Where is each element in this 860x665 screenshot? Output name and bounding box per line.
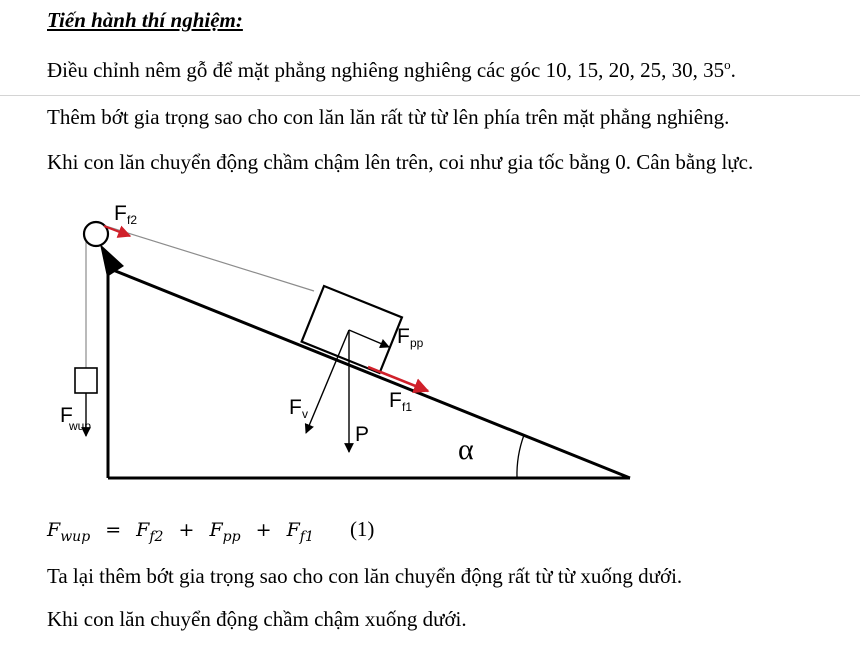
fv-label-main: F (289, 396, 302, 419)
p-label: P (355, 423, 370, 446)
alpha-label: α (458, 433, 474, 466)
fpp-label-sub: pp (410, 336, 424, 350)
eq-term-ff2-main: F (136, 519, 150, 541)
degree-superscript: o (724, 57, 731, 72)
eq-term-ff1 (286, 519, 314, 545)
hanging-weight (75, 368, 97, 393)
paragraph-balance-up: Khi con lăn chuyển động chầm chậm lên trên, coi như gia tốc bằng 0. Cân bằng lực. (47, 150, 754, 174)
paragraph-angles (47, 52, 736, 83)
eq-lhs-main: F (47, 519, 61, 541)
pulley-string-incline (99, 224, 314, 291)
ff1-label-main: F (389, 389, 402, 412)
paragraph-move-down: Khi con lăn chuyển động chầm chậm xuống dưới. (47, 607, 467, 631)
ff2-label-sub: f2 (127, 213, 138, 227)
fv-label-sub: v (302, 407, 308, 421)
eq-number: (1) (349, 517, 375, 541)
ff1-arrow (368, 367, 428, 391)
paragraph-angles-text: Điều chỉnh nêm gỗ để mặt phẳng nghiêng nghiêng các góc 10, 15, 20, 25, 30, 35 (47, 58, 725, 82)
incline-hypotenuse (108, 268, 630, 478)
eq-term-fpp-sub: pp (222, 528, 241, 545)
section-heading: Tiến hành thí nghiệm: (47, 8, 243, 32)
ff2-label-main: F (114, 202, 127, 225)
eq-equals: = (105, 519, 122, 541)
paragraph-angles-end: . (730, 58, 736, 82)
eq-term-ff2 (136, 519, 164, 545)
eq-lhs (47, 519, 91, 545)
eq-term-ff1-main: F (286, 519, 300, 541)
eq-lhs-sub: wup (60, 528, 91, 545)
fwup-label-main: F (60, 404, 73, 427)
ff1-label-sub: f1 (402, 400, 413, 414)
paragraph-add-weight-up: Thêm bớt gia trọng sao cho con lăn lăn rất từ từ lên phía trên mặt phẳng nghiêng. (47, 105, 730, 129)
force-balance-equation (47, 515, 374, 551)
alpha-arc (517, 435, 524, 478)
roller-block (302, 286, 402, 373)
fpp-label-main: F (397, 325, 410, 348)
eq-term-ff1-sub: f1 (299, 528, 314, 545)
eq-term-fpp (209, 519, 241, 545)
inclined-plane-diagram (0, 190, 860, 490)
eq-term-ff2-sub: f2 (149, 528, 164, 545)
paragraph-add-weight-down: Ta lại thêm bớt gia trọng sao cho con lăn chuyển động rất từ từ xuống dưới. (47, 564, 683, 588)
eq-plus-2: + (255, 519, 272, 541)
page-divider (0, 95, 860, 96)
eq-plus-1: + (178, 519, 195, 541)
fwup-label-sub: wup (69, 419, 92, 433)
eq-term-fpp-main: F (209, 519, 223, 541)
